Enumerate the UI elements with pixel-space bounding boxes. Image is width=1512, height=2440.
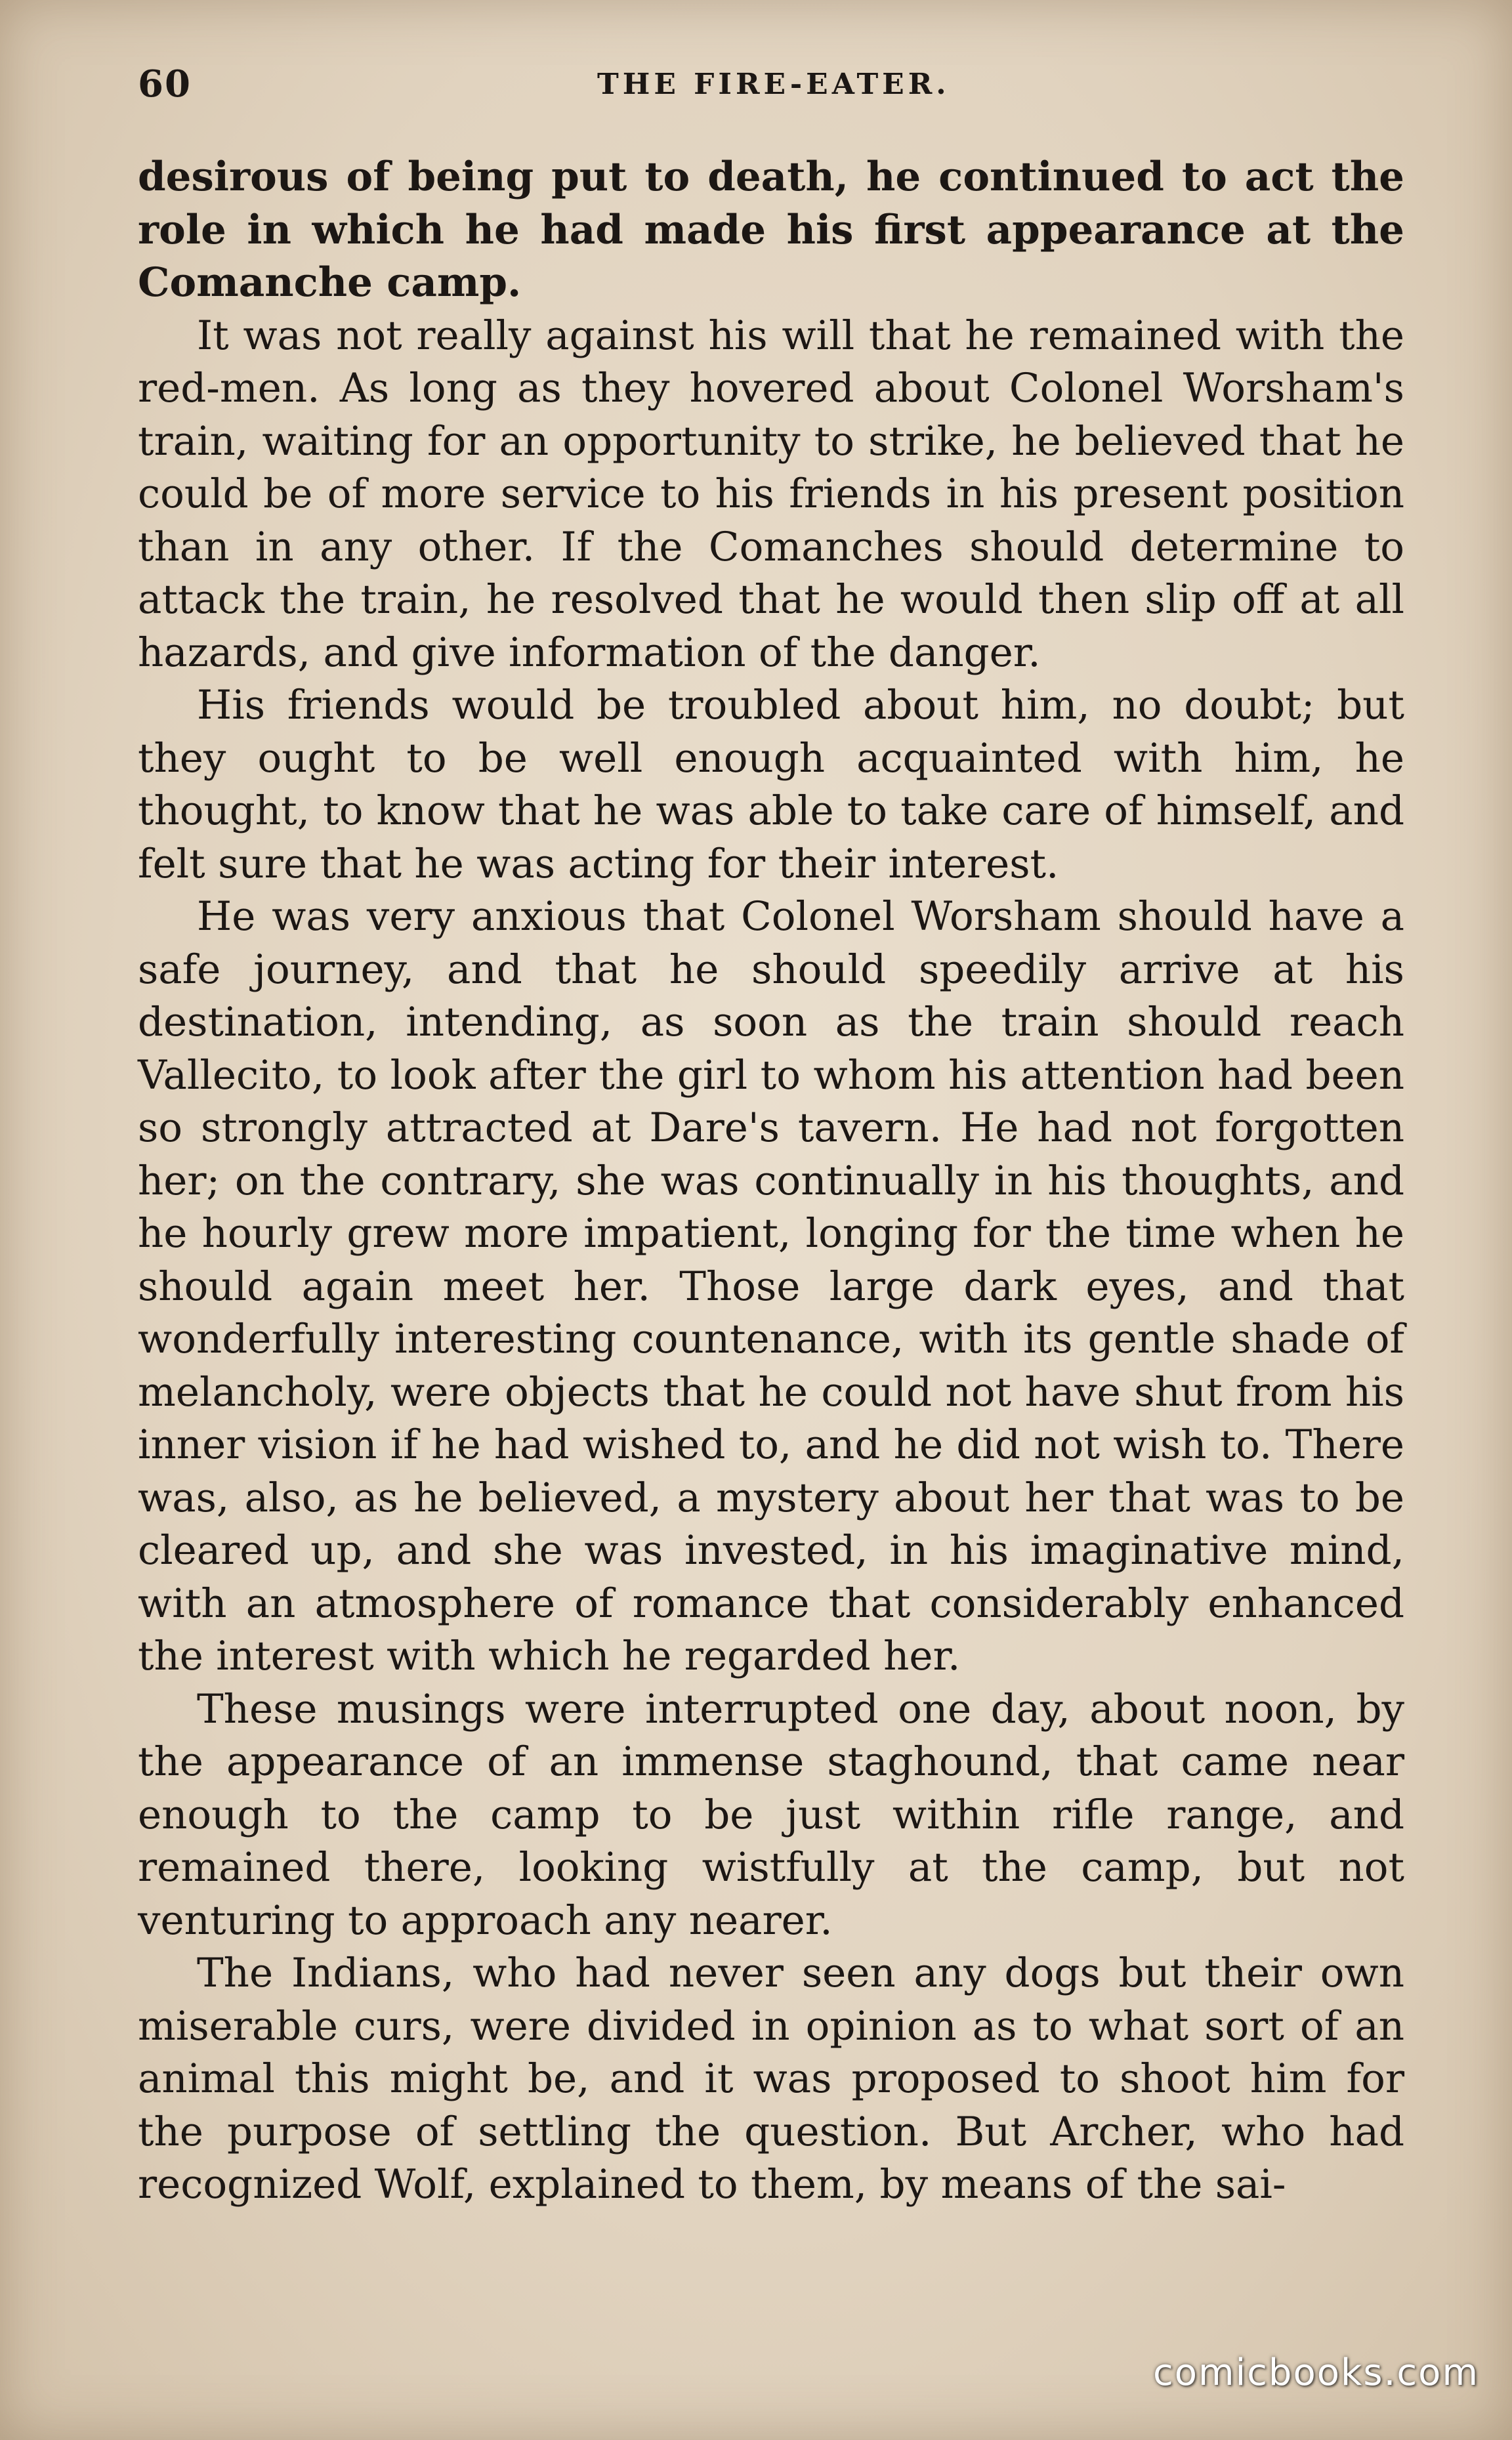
paragraph-continued: desirous of being put to death, he continued to act the role in which he had made his first appearance at the Comanche camp. [138, 154, 1404, 306]
paragraph: His friends would be troubled about him, no doubt; but they ought to be well enough acquainted with him, he thought, to know that he was able to take care of himself, and felt sure that he was acting for their interest. [138, 682, 1404, 887]
running-title: THE FIRE-EATER. [597, 68, 950, 101]
paragraph: The Indians, who had never seen any dogs but their own miserable curs, were divided in opinion as to what sort of an animal this might be, and it was proposed to shoot him for the purpose of settling the question. But Archer, who had recognized Wolf, explained to them, by means of the sai- [138, 1950, 1404, 2208]
body-text [138, 151, 1404, 2212]
watermark: comicbooks.com [1152, 2351, 1479, 2394]
paragraph: He was very anxious that Colonel Worsham should have a safe journey, and that he should speedily arrive at his destination, intending, as soon as the train should reach Vallecito, to look after the girl to whom his attention had been so strongly attracted at Dare's tavern. He had not forgotten her; on the contrary, she was continually in his thoughts, and he hourly grew more impatient, longing for the time when he should again meet her. Those large dark eyes, and that wonderfully interesting countenance, with its gentle shade of melancholy, were objects that he could not have shut from his inner vision if he had wished to, and he did not wish to. There was, also, as he believed, a mystery about her that was to be cleared up, and she was invested, in his imaginative mind, with an atmosphere of romance that considerably enhanced the interest with which he regarded her. [138, 893, 1404, 1679]
paragraph: These musings were interrupted one day, about noon, by the appearance of an immense staghound, that came near enough to the camp to be just within rifle range, and remained there, looking wistfully at the camp, but not venturing to approach any nearer. [138, 1685, 1404, 1944]
page-number: 60 [138, 62, 192, 106]
running-head [138, 62, 1414, 115]
paragraph: It was not really against his will that he remained with the red-men. As long as they hovered about Colonel Worsham's train, waiting for an opportunity to strike, he believed that he could be of more service to his friends in his present position than in any other. If the Comanches should determine to attack the train, he resolved that he would then slip off at all hazards, and give information of the danger. [138, 312, 1404, 676]
